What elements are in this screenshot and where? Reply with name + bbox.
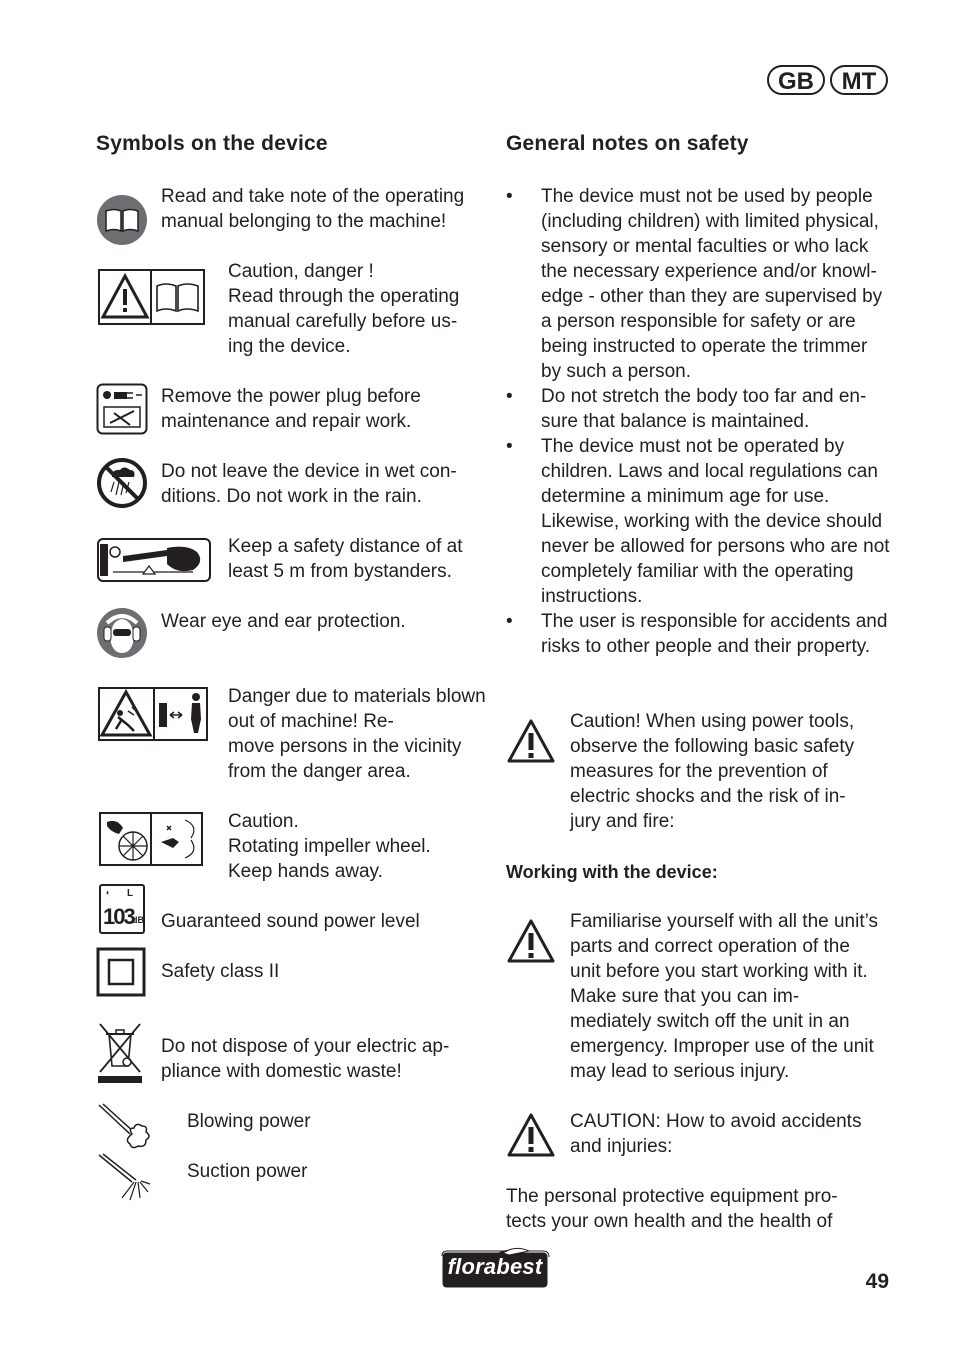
lang-badge-gb: GB xyxy=(767,65,825,95)
caution-text-power-tools: Caution! When using power tools, observe the following basic safety measures for the prevention of electric shocks and the risk of in- jury and fire: xyxy=(570,711,855,832)
florabest-logo xyxy=(439,1247,551,1289)
suction-power-icon xyxy=(96,1152,152,1202)
symbol-text-protection: Wear eye and ear protection. xyxy=(161,611,406,632)
caution-text-familiarise: Familiarise yourself with all the unit’s parts and correct operation of the unit before you start working with it. Make sure that you can im- mediately switch off the unit in an emergency. Improper use of the unit may lead to serious injury. xyxy=(570,911,878,1082)
safety-distance-icon xyxy=(97,538,211,582)
manual-book-icon xyxy=(96,194,148,246)
weee-bin-icon xyxy=(96,1022,144,1084)
safety-bullet-list xyxy=(506,184,890,659)
symbol-text-sound: Guaranteed sound power level xyxy=(161,911,420,932)
list-item: • Do not stretch the body too far and en- sure that balance is maintained. xyxy=(506,384,890,434)
protective-equipment-paragraph: The personal protective equipment pro- tects your own health and the health of xyxy=(506,1186,838,1232)
blown-materials-icon xyxy=(98,687,208,741)
warning-triangle-icon xyxy=(506,918,556,964)
symbol-text-blowing: Blowing power xyxy=(187,1111,311,1132)
logo-brand-text: florabest xyxy=(447,1254,543,1279)
symbol-text-suction: Suction power xyxy=(187,1161,308,1182)
sound-power-icon xyxy=(99,884,145,934)
list-item: • The user is responsible for accidents and risks to other people and their property. xyxy=(506,609,890,659)
symbol-text-manual: Read and take note of the operating manual belonging to the machine! xyxy=(161,186,465,232)
symbol-text-impeller: Caution. Rotating impeller wheel. Keep hands away. xyxy=(228,811,431,882)
warning-triangle-icon xyxy=(506,718,556,764)
symbols-heading: Symbols on the device xyxy=(96,132,328,155)
symbol-text-plug: Remove the power plug before maintenance and repair work. xyxy=(161,386,421,432)
symbol-text-rain: Do not leave the device in wet con- ditions. Do not work in the rain. xyxy=(161,461,457,507)
no-rain-icon xyxy=(96,457,148,509)
symbol-text-distance: Keep a safety distance of at least 5 m from bystanders. xyxy=(228,536,463,582)
symbol-text-caution: Caution, danger ! Read through the operating manual carefully before us- ing the device. xyxy=(228,261,460,357)
symbol-text-class: Safety class II xyxy=(161,961,280,982)
caution-text-accidents: CAUTION: How to avoid accidents and injuries: xyxy=(570,1111,862,1157)
page-number: 49 xyxy=(865,1270,889,1293)
eye-ear-protection-icon xyxy=(96,607,148,659)
lang-badge-mt: MT xyxy=(830,65,888,95)
symbol-text-blown: Danger due to materials blown out of machine! Re- move persons in the vicinity from the danger area. xyxy=(228,686,486,782)
sound-value: 103 xyxy=(103,904,134,929)
power-plug-icon xyxy=(96,383,148,435)
blowing-power-icon xyxy=(96,1102,152,1154)
list-item: • The device must not be used by people (including children) with limited physical, sensory or mental faculties or who lack the necessary experience and/or knowl- edge - other than they are supervised by a person responsible for safety or are being instructed to operate the trimmer by such a person. xyxy=(506,184,890,384)
symbol-text-weee: Do not dispose of your electric ap- pliance with domestic waste! xyxy=(161,1036,450,1082)
caution-manual-icon xyxy=(98,269,205,325)
working-subheading: Working with the device: xyxy=(506,862,718,882)
sound-label: L xyxy=(127,888,134,899)
safety-class-icon xyxy=(96,947,146,997)
safety-heading: General notes on safety xyxy=(506,132,749,155)
sound-unit: dB xyxy=(132,915,144,925)
sound-wave-icon: ◖ xyxy=(105,888,110,897)
warning-triangle-icon xyxy=(506,1112,556,1158)
list-item: • The device must not be operated by children. Laws and local regulations can determine a minimum age for use. Likewise, working with the device should never be allowed for persons who are not completely familiar with the operating instructions. xyxy=(506,434,890,609)
impeller-wheel-icon xyxy=(99,812,203,866)
